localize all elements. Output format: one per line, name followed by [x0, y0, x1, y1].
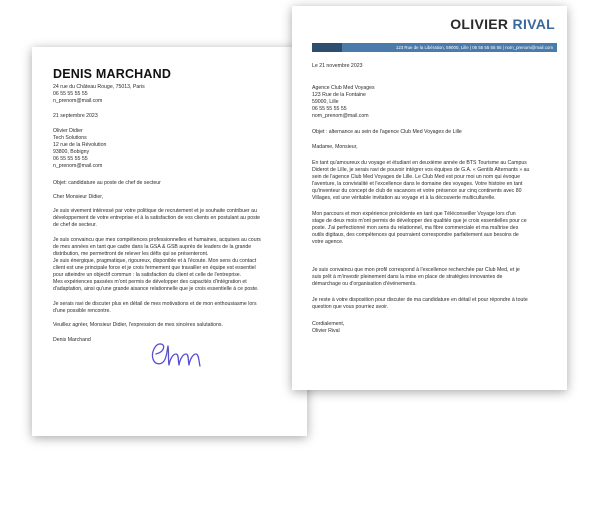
- sender-address: 24 rue du Château Rouge, 75013, Paris: [53, 84, 145, 90]
- body-line: d'adaptation, ainsi qu'une grande aisance relationnelle que je crois essentielle à ce poste.: [53, 286, 259, 292]
- recipient-line: Tech Solutions: [53, 135, 87, 141]
- body-line: qu'inventeur du concept de club de vacances et votre présence sur cinq continents avec 80: [312, 188, 522, 194]
- body-line: de chef de secteur.: [53, 222, 97, 228]
- body-line: Je suis énergique, pragmatique, rigoureux, disponible et à l'écoute. Mon sens du contact: [53, 258, 257, 264]
- letter-subject: Objet: candidature au poste de chef de secteur: [53, 180, 161, 186]
- letter-closing: Veuillez agréer, Monsieur Didier, l'expression de mes sincères salutations.: [53, 322, 223, 328]
- cover-letter-olivier-rival: [292, 6, 567, 390]
- recipient-line: Olivier Didier: [53, 128, 83, 134]
- letter-signoff: Olivier Rival: [312, 328, 340, 334]
- body-line: l'aventure, la convivialité et l'excellence dans le domaine des voyages. Votre histoire en tant: [312, 181, 523, 187]
- recipient-line: 12 rue de la Révolution: [53, 142, 107, 148]
- body-line: outils digitaux, des compétences qui pourraient correspondre parfaitement aux besoins de: [312, 232, 519, 238]
- body-line: démarchage ou d'organisation d'événements.: [312, 281, 417, 287]
- contact-bar-accent: [312, 43, 342, 52]
- recipient-line: 59000, Lille: [312, 99, 339, 105]
- body-line: pour atteindre un objectif commun : la satisfaction du client et celle de l'entreprise.: [53, 272, 242, 278]
- recipient-line: Agence Club Med Voyages: [312, 85, 375, 91]
- recipient-line: nom_prenom@mail.com: [312, 113, 369, 119]
- body-line: Je suis convaincu que mon profil correspond à l'excellence recherchée par Club Med, et je: [312, 267, 520, 273]
- recipient-line: n_prenom@mail.com: [53, 163, 103, 169]
- sender-last-name: RIVAL: [512, 16, 555, 32]
- cover-letter-denis-marchand: [32, 47, 307, 436]
- body-line: Je suis vivement intéressé par votre politique de recrutement et je souhaite contribuer au: [53, 208, 257, 214]
- body-line: développement de votre entreprise et à la satisfaction de vos clients en postulant au poste: [53, 215, 261, 221]
- body-line: Mon parcours et mon expérience précédente en tant que Téléconseiller Voyage lors d'un: [312, 211, 516, 217]
- body-line: suis prêt à m'investir pleinement dans la mise en place de stratégies innovantes de: [312, 274, 503, 280]
- body-line: distribution, me permettront de relever les défis qui se présenteront.: [53, 251, 209, 257]
- body-line: de mes années en tant que cadre dans la GSA & GSB auprès de leaders de la grande: [53, 244, 252, 250]
- letter-closing: Cordialement,: [312, 321, 345, 327]
- body-line: Je reste à votre disposition pour discuter de ma candidature en détail et pour répondre à toute: [312, 297, 528, 303]
- letter-salutation: Cher Monsieur Didier,: [53, 194, 104, 200]
- sender-first-name: OLIVIER: [450, 16, 509, 32]
- body-line: d'une possible rencontre.: [53, 308, 111, 314]
- recipient-line: 123 Rue de la Fontaine: [312, 92, 366, 98]
- body-line: client est une principale force et je crois fermement que travailler en équipe est essentiel: [53, 265, 256, 271]
- body-line: En tant qu'amoureux du voyage et étudiant en deuxième année de BTS Tourisme au Campus: [312, 160, 527, 166]
- handwritten-signature: [142, 337, 214, 371]
- body-line: Villages, est une véritable invitation au voyage et à la découverte multiculturelle.: [312, 195, 496, 201]
- letter-signoff: Denis Marchand: [53, 337, 91, 343]
- letter-salutation: Madame, Monsieur,: [312, 144, 358, 150]
- contact-bar: [312, 43, 557, 52]
- body-line: Je suis convaincu que mes compétences professionnelles et humaines, acquises au cours: [53, 237, 261, 243]
- body-line: stage de deux mois m'ont permis de développer des qualités que je crois essentielles pour ce: [312, 218, 527, 224]
- body-line: Je serais ravi de discuter plus en détail de mes motivations et de mon enthousiasme lors: [53, 301, 257, 307]
- body-line: poste. J'ai perfectionné mon sens du relationnel, ma fibre commerciale et ma maîtrise des: [312, 225, 519, 231]
- body-line: question que vous pourriez avoir.: [312, 304, 389, 310]
- letter-date: Le 21 novembre 2023: [312, 63, 363, 69]
- sender-phone: 06 55 55 55 55: [53, 91, 88, 97]
- recipient-line: 06 55 55 55 55: [312, 106, 347, 112]
- body-line: votre agence.: [312, 239, 344, 245]
- sender-email: n_prenom@mail.com: [53, 98, 103, 104]
- letter-date: 21 septembre 2023: [53, 113, 98, 119]
- sender-name: DENIS MARCHAND: [53, 67, 172, 81]
- contact-bar-text: 123 Rue de la Libération, 59000, Lille | 06 55 55 55 55 | nom_prenom@mail.com: [395, 45, 553, 50]
- body-line: Mes expériences passées m'ont permis de développer des capacités d'intégration et: [53, 279, 247, 285]
- letter-subject: Objet : alternance au sein de l'agence Club Med Voyages de Lille: [312, 129, 462, 135]
- body-line: Diderot de Lille, je serais ravi de pouvoir intégrer vos équipes de G.A. « Gentils Alternants » au: [312, 167, 530, 173]
- sender-name: [450, 16, 555, 32]
- recipient-line: 93800, Bobigny: [53, 149, 90, 155]
- recipient-line: 06 55 55 55 55: [53, 156, 88, 162]
- body-line: sein de l'agence Club Med Voyages de Lille. Le Club Med est pour moi un nom qui évoque: [312, 174, 521, 180]
